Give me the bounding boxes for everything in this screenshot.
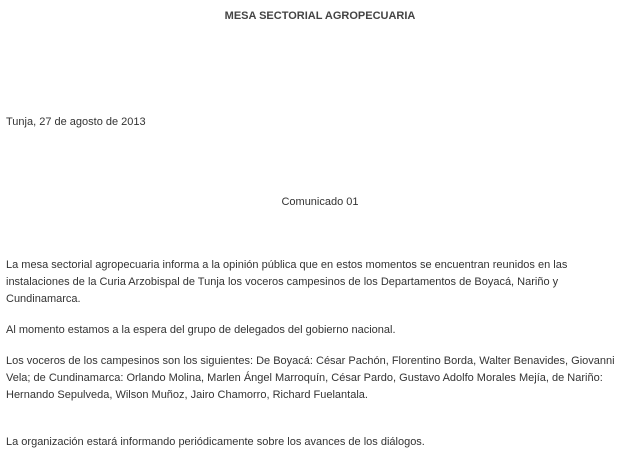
paragraph-spokespersons: Los voceros de los campesinos son los siguientes: De Boyacá: César Pachón, Florentino Borda, Walter Benavides, Giovanni Vela; de Cundinamarca: Orlando Molina, Marlen Ángel Marroquín, César Pardo, Gustavo Adolfo Morales Mejía, de Nariño: Hernando Sepulveda, Wilson Muñoz, Jairo Chamorro, Richard Fuelantala. <box>6 355 615 401</box>
document-date: Tunja, 27 de agosto de 2013 <box>6 116 146 128</box>
document-title: MESA SECTORIAL AGROPECUARIA <box>224 10 416 22</box>
paragraph-intro: La mesa sectorial agropecuaria informa a la opinión pública que en estos momentos se encuentran reunidos en las instalaciones de la Curia Arzobispal de Tunja los voceros campesinos de los Departamentos de Boyacá, Nariño y Cundinamarca. <box>6 259 568 305</box>
paragraph-waiting: Al momento estamos a la espera del grupo de delegados del gobierno nacional. <box>6 324 396 336</box>
paragraph-closing: La organización estará informando periódicamente sobre los avances de los diálogos. <box>6 436 425 448</box>
communique-heading: Comunicado 01 <box>281 196 359 208</box>
